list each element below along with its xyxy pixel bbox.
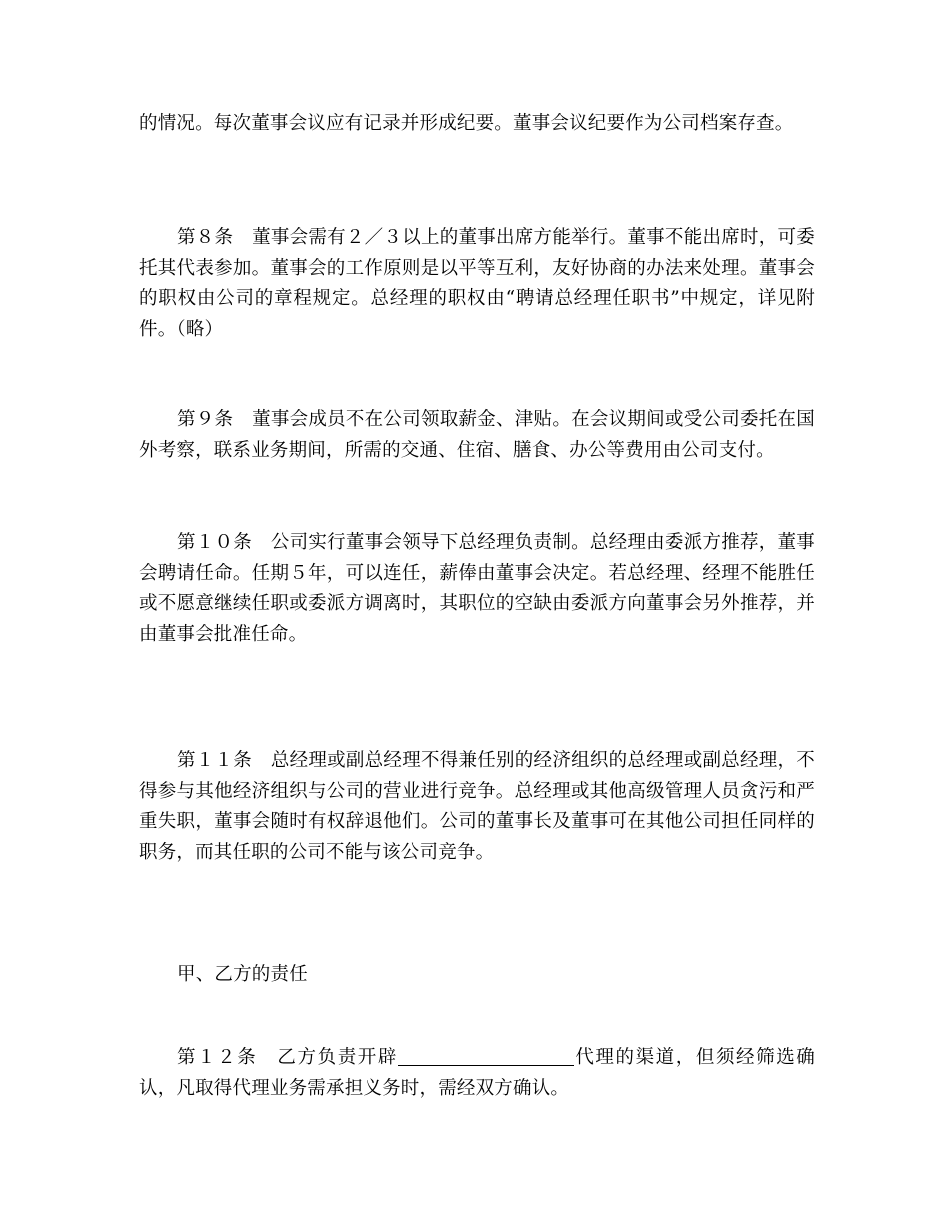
article-10: 第１０条 公司实行董事会领导下总经理负责制。总经理由委派方推荐，董事会聘请任命。任期５年，可以连任，薪俸由董事会决定。若总经理、经理不能胜任或不愿意继续任职或委派方调离时，其职位的空缺由委派方向董事会另外推荐，并由董事会批准任命。: [139, 532, 815, 645]
article-12-text-after: 代理的渠道，但须经筛选确认，凡取得代理业务需承担义务时，需经双方确认。: [139, 1047, 815, 1099]
article-11: 第１１条 总经理或副总经理不得兼任别的经济组织的总经理或副总经理，不得参与其他经济组织与公司的营业进行竞争。总经理或其他高级管理人员贪污和严重失职，董事会随时有权辞退他们。公司的董事长及董事可在其他公司担任同样的职务，而其任职的公司不能与该公司竞争。: [139, 750, 815, 863]
article-9: 第９条 董事会成员不在公司领取薪金、津贴。在会议期间或受公司委托在国外考察，联系业务期间，所需的交通、住宿、膳食、办公等费用由公司支付。: [139, 409, 815, 461]
article-12-text-before: 第１２条 乙方负责开辟: [177, 1047, 398, 1068]
section-heading: 甲、乙方的责任: [177, 964, 308, 985]
article-12: [139, 1043, 815, 1104]
paragraph-continuation: 的情况。每次董事会议应有记录并形成纪要。董事会议纪要作为公司档案存查。: [139, 113, 794, 134]
fill-in-blank: [398, 1047, 574, 1066]
article-8: 第８条 董事会需有２／３以上的董事出席方能举行。董事不能出席时，可委托其代表参加。董事会的工作原则是以平等互利，友好协商的办法来处理。董事会的职权由公司的章程规定。总经理的职权由“聘请总经理任职书”中规定，详见附件。（略）: [139, 227, 815, 340]
